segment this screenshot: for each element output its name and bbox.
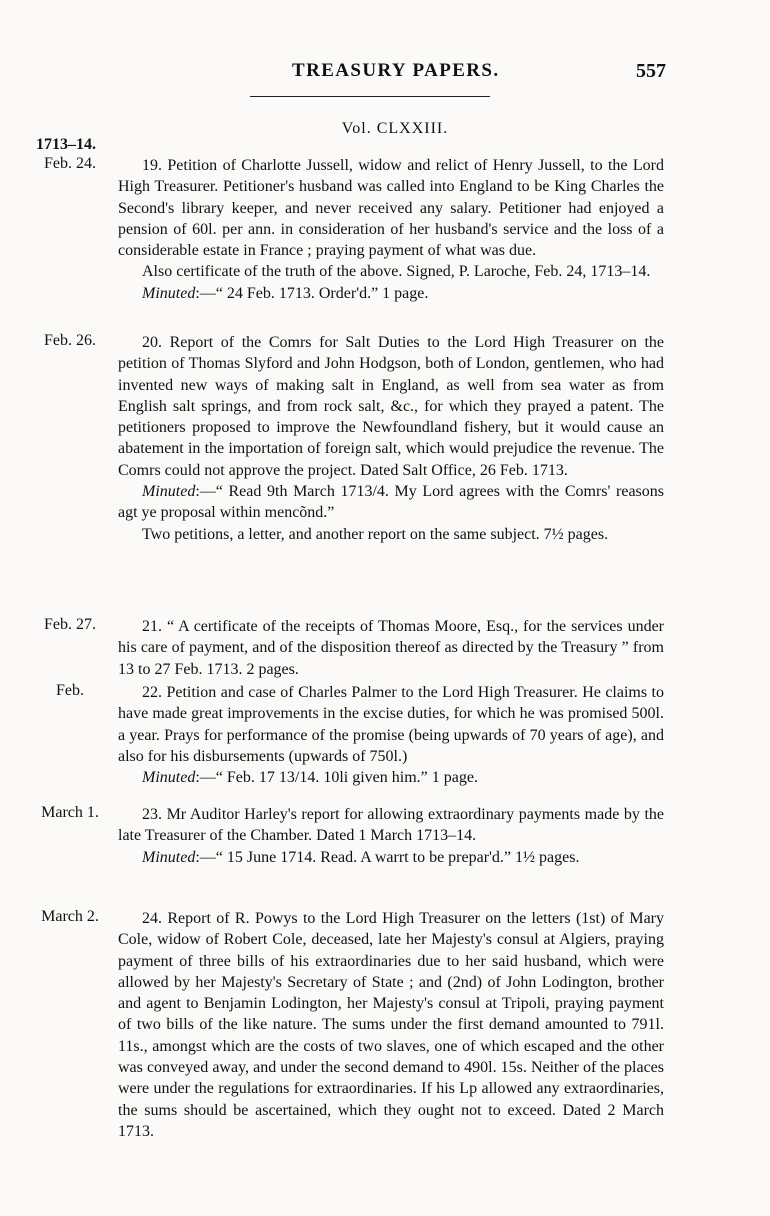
header-rule xyxy=(250,96,490,97)
entry-text: 22. Petition and case of Charles Palmer to the Lord High Treasurer. He claims to have made great improvements in the excise duties, for which he was promised 500l. a year. Prays for performance of the promise (being upwards of 70 years of age), and also for his disbursements (upwards of 750l.) xyxy=(118,684,664,765)
minute-label: Minuted xyxy=(142,284,196,302)
minute-text: :—“ 15 June 1714. Read. A warrt to be prepar'd.” 1½ pages. xyxy=(195,848,580,866)
entry-date: Feb. 26. xyxy=(44,332,96,349)
minute-text: :—“ Read 9th March 1713/4. My Lord agrees with the Comrs' reasons agt ye proposal within mencõnd.” xyxy=(118,483,664,522)
entry-minute xyxy=(118,283,664,304)
minute-text: :—“ 24 Feb. 1713. Order'd.” 1 page. xyxy=(195,284,429,302)
entry-minute xyxy=(118,481,664,524)
entry-body xyxy=(118,804,664,868)
volume-label: Vol. CLXXIII. xyxy=(341,120,449,137)
entry-body xyxy=(118,908,664,1142)
page-number: 557 xyxy=(636,60,666,82)
entry-minute xyxy=(118,847,664,868)
entry-text: 21. “ A certificate of the receipts of Thomas Moore, Esq., for the services under his care of payment, and of the disposition thereof as directed by the Treasury ” from 13 to 27 Feb. 1713. 2 pages. xyxy=(118,618,664,678)
entry-body xyxy=(118,616,664,680)
entry-body xyxy=(118,155,664,304)
year-label: 1713–14. xyxy=(36,136,96,153)
minute-label: Minuted xyxy=(142,848,196,866)
entry-extra: Also certificate of the truth of the above. Signed, P. Laroche, Feb. 24, 1713–14. xyxy=(142,263,651,281)
running-title: TREASURY PAPERS. xyxy=(292,60,500,81)
entry-body xyxy=(118,682,664,788)
minute-text: :—“ Feb. 17 13/14. 10li given him.” 1 page. xyxy=(195,769,478,787)
entry-text: 23. Mr Auditor Harley's report for allowing extraordinary payments made by the late Treasurer of the Chamber. Dated 1 March 1713–14. xyxy=(118,806,664,845)
minute-label: Minuted xyxy=(142,769,196,787)
entry-text: 19. Petition of Charlotte Jussell, widow and relict of Henry Jussell, to the Lord High Treasurer. Petitioner's husband was called into England to be King Charles the Second's library keeper, and never received any salary. Petitioner had enjoyed a pension of 60l. per ann. in consideration of her husband's service and the loss of a considerable estate in France ; praying payment of what was due. xyxy=(118,157,664,260)
entry-extra: Two petitions, a letter, and another report on the same subject. 7½ pages. xyxy=(142,525,609,543)
entry-body xyxy=(118,332,664,545)
entry-minute xyxy=(118,767,664,788)
volume-heading xyxy=(0,120,770,138)
minute-label: Minuted xyxy=(142,483,196,501)
entry-date: March 1. xyxy=(41,804,99,821)
entry-text: 20. Report of the Comrs for Salt Duties to the Lord High Treasurer on the petition of Thomas Slyford and John Hodgson, both of London, gentlemen, who had invented new ways of making salt in England, as well from sea water as from English salt springs, and from rock salt, &c., for which they prayed a patent. The petitioners proposed to improve the Newfoundland fishery, but it would cause an abatement in the importation of foreign salt, which would prejudice the revenue. The Comrs could not approve the project. Dated Salt Office, 26 Feb. 1713. xyxy=(118,334,664,479)
entry-date: Feb. 24. xyxy=(44,155,96,172)
entry-text: 24. Report of R. Powys to the Lord High Treasurer on the letters (1st) of Mary Cole, widow of Robert Cole, deceased, late her Majesty's consul at Algiers, praying payment of three bills of his extraordinaries due to her said husband, which were allowed by her Majesty's Secretary of State ; and (2nd) of John Lodington, brother and agent to Benjamin Lodington, her Majesty's consul at Tripoli, praying payment of two bills of the like nature. The sums under the first demand amounted to 791l. 11s., amongst which are the costs of two slaves, one of which escaped and the other was conveyed away, and under the second demand to 490l. 15s. Neither of the places were under the regulations for extraordinaries. If his Lp allowed any extraordinaries, the sums should be ascertained, which they ought not to exceed. Dated 2 March 1713. xyxy=(118,910,664,1140)
entry-date: March 2. xyxy=(41,908,99,925)
entry-date: Feb. 27. xyxy=(44,616,96,633)
page-header xyxy=(0,60,770,92)
entry-date: Feb. xyxy=(56,682,84,699)
